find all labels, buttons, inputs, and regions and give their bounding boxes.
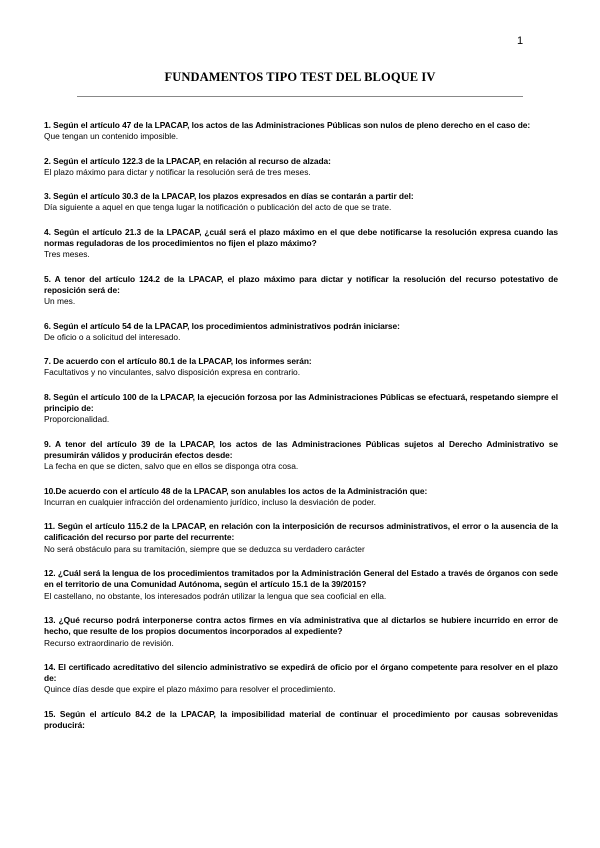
question-answer: Proporcionalidad. [44,414,110,425]
question-text: 13. ¿Qué recurso podrá interponerse contra actos firmes en vía administrativa que al dictarlos se hubiere incurrido en error de hecho, que resulte de los propios documentos incorporados al expediente? [44,614,558,637]
question-text: 10.De acuerdo con el artículo 48 de la LPACAP, son anulables los actos de la Administración que: [44,485,428,496]
question-answer: Tres meses. [44,249,90,260]
title-divider [77,96,523,97]
question-item [44,709,558,732]
question-answer: El plazo máximo para dictar y notificar la resolución será de tres meses. [44,166,311,177]
question-answer: El castellano, no obstante, los interesados podrán utilizar la lengua que sea cooficial en ella. [44,590,387,601]
question-text: 14. El certificado acreditativo del silencio administrativo se expedirá de oficio por el órgano competente para resolver en el plazo de: [44,661,558,684]
question-item [44,615,558,649]
question-text: 6. Según el artículo 54 de la LPACAP, los procedimientos administrativos podrán iniciarse: [44,320,400,331]
question-answer: Día siguiente a aquel en que tenga lugar la notificación o publicación del acto de que se trate. [44,202,392,213]
document-title: FUNDAMENTOS TIPO TEST DEL BLOQUE IV [164,70,436,84]
question-item [44,191,558,214]
question-text: 11. Según el artículo 115.2 de la LPACAP, en relación con la interposición de recursos administrativos, el error o la ausencia de la calificación del recurso por parte del recurrente: [44,521,558,543]
question-answer: Un mes. [44,296,76,307]
question-text: 15. Según el artículo 84.2 de la LPACAP, la imposibilidad material de continuar el procedimiento por causas sobrevenidas producirá: [44,708,558,730]
question-answer: No será obstáculo para su tramitación, siempre que se deduzca su verdadero carácter [44,543,365,554]
question-answer: Quince días desde que expire el plazo máximo para resolver el procedimiento. [44,684,336,695]
page-number: 1 [517,35,524,47]
question-item [44,120,558,143]
question-answer: Que tengan un contenido imposible. [44,131,179,142]
question-text: 1. Según el artículo 47 de la LPACAP, los actos de las Administraciones Públicas son nulos de pleno derecho en el caso de: [44,120,531,130]
question-item [44,227,558,261]
question-item [44,486,558,509]
question-answer: Incurran en cualquier infracción del ordenamiento jurídico, incluso la desviación de poder. [44,496,376,507]
question-text: 12. ¿Cuál será la lengua de los procedimientos tramitados por la Administración General del Estado a través de órganos con sede en el territorio de una Comunidad Autónoma, según el artículo 15.1 de la 39/2015? [44,568,558,590]
question-text: 8. Según el artículo 100 de la LPACAP, la ejecución forzosa por las Administraciones Públicas se efectuará, respetando siempre el principio de: [44,391,558,414]
question-item [44,568,558,602]
question-item [44,662,558,696]
question-item [44,274,558,308]
question-item [44,392,558,426]
question-text: 9. A tenor del artículo 39 de la LPACAP, los actos de las Administraciones Públicas sujetos al Derecho Administrativo se presumirán válidos y producirán efectos desde: [44,438,558,460]
question-text: 2. Según el artículo 122.3 de la LPACAP, en relación al recurso de alzada: [44,155,331,166]
question-answer: Facultativos y no vinculantes, salvo disposición expresa en contrario. [44,367,301,378]
question-item [44,521,558,555]
question-list [44,120,558,744]
question-item [44,356,558,379]
question-item [44,156,558,179]
question-item [44,439,558,473]
question-answer: Recurso extraordinario de revisión. [44,637,174,648]
question-item [44,321,558,344]
question-answer: De oficio o a solicitud del interesado. [44,331,181,342]
question-text: 5. A tenor del artículo 124.2 de la LPACAP, el plazo máximo para dictar y notificar la resolución del recurso potestativo de reposición será de: [44,273,558,295]
question-answer: La fecha en que se dicten, salvo que en ellos se disponga otra cosa. [44,461,299,472]
question-text: 4. Según el artículo 21.3 de la LPACAP, ¿cuál será el plazo máximo en el que debe notificarse la resolución expresa cuando las normas reguladoras de los procedimientos no fijen el plazo máximo? [44,226,558,249]
question-text: 7. De acuerdo con el artículo 80.1 de la LPACAP, los informes serán: [44,356,312,367]
question-text: 3. Según el artículo 30.3 de la LPACAP, los plazos expresados en días se contarán a partir del: [44,191,414,202]
